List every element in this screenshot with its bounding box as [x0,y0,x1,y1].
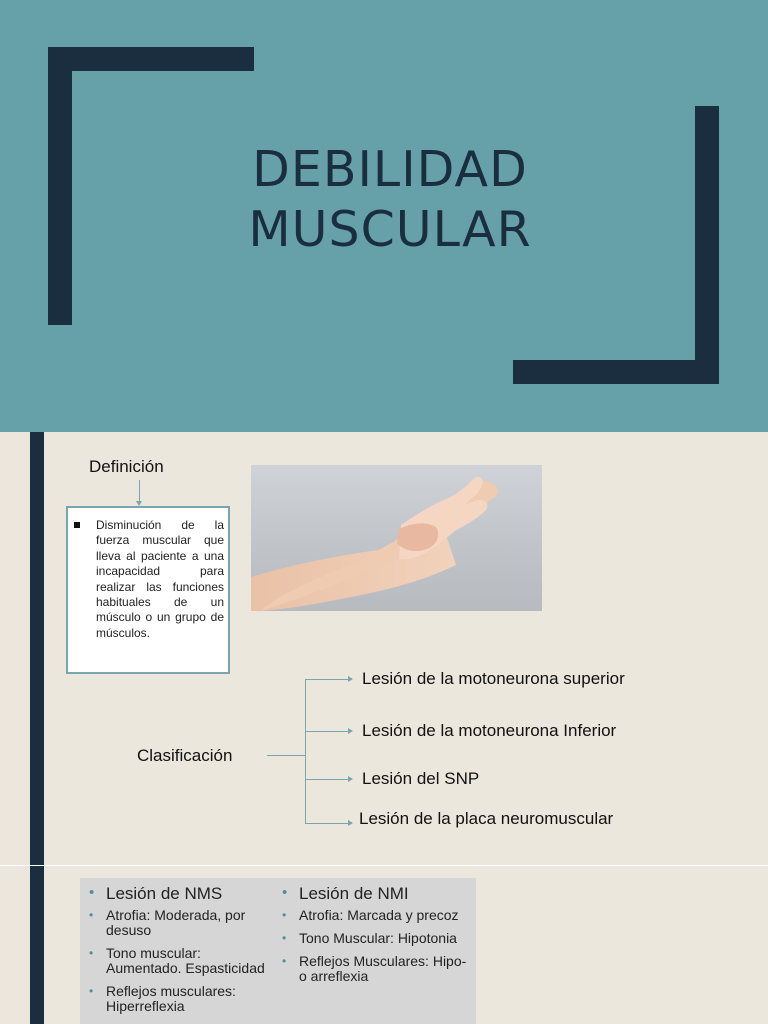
definition-arrow [139,480,140,504]
nmi-header: • Lesión de NMI [282,884,467,904]
classification-item-2: Lesión de la motoneurona Inferior [362,721,617,740]
nms-list [89,908,274,1014]
definition-text: Disminución de la fuerza muscular que lleva al paciente a una incapacidad para realizar las funciones habituales de un músculo o un grupo de músculos. [96,518,224,640]
branch-line-4 [306,823,348,824]
wrist-pain-photo [251,465,542,611]
left-accent-bar [30,432,44,865]
nms-item-3: • Reflejos musculares: Hiperreflexia [89,984,274,1014]
definition-label: Definición [89,457,164,476]
left-accent-bar-2 [30,866,44,1024]
slide-title-line2: MUSCULAR [248,201,532,258]
corner-bracket-bottom-right-vertical [695,106,719,384]
branch-line-1 [306,679,348,680]
arrowhead-icon [348,676,353,682]
tree-connector-horizontal [267,755,306,756]
tree-connector-vertical [305,679,306,824]
nmi-item-3: • Reflejos Musculares: Hipo- o arreflexia [282,954,467,984]
classification-label: Clasificación [137,746,233,765]
nms-column [89,884,274,1022]
wrist-hand-illustration [251,465,542,611]
nmi-column [282,884,467,992]
title-slide [0,0,768,432]
classification-item-3: Lesión del SNP [362,769,480,788]
classification-item-4: Lesión de la placa neuromuscular [359,809,614,828]
nmi-item-2: • Tono Muscular: Hipotonia [282,931,467,946]
slide-title-line1: DEBILIDAD [252,141,528,198]
classification-item-1: Lesión de la motoneurona superior [362,669,625,688]
arrowhead-icon [348,776,353,782]
nmi-item-1: • Atrofia: Marcada y precoz [282,908,467,923]
branch-line-3 [306,779,348,780]
nmi-list [282,908,467,984]
definition-box [66,506,230,674]
slide-title [160,140,620,260]
corner-bracket-top-left-vertical [48,47,72,325]
nms-item-1: • Atrofia: Moderada, por desuso [89,908,274,938]
corner-bracket-bottom-right-horizontal [513,360,719,384]
nms-item-2: • Tono muscular: Aumentado. Espasticidad [89,946,274,976]
comparison-table [80,878,476,1024]
nms-header: • Lesión de NMS [89,884,274,904]
square-bullet-icon [74,522,80,528]
arrowhead-icon [348,820,353,826]
corner-bracket-top-left-horizontal [48,47,254,71]
arrowhead-icon [348,728,353,734]
branch-line-2 [306,731,348,732]
